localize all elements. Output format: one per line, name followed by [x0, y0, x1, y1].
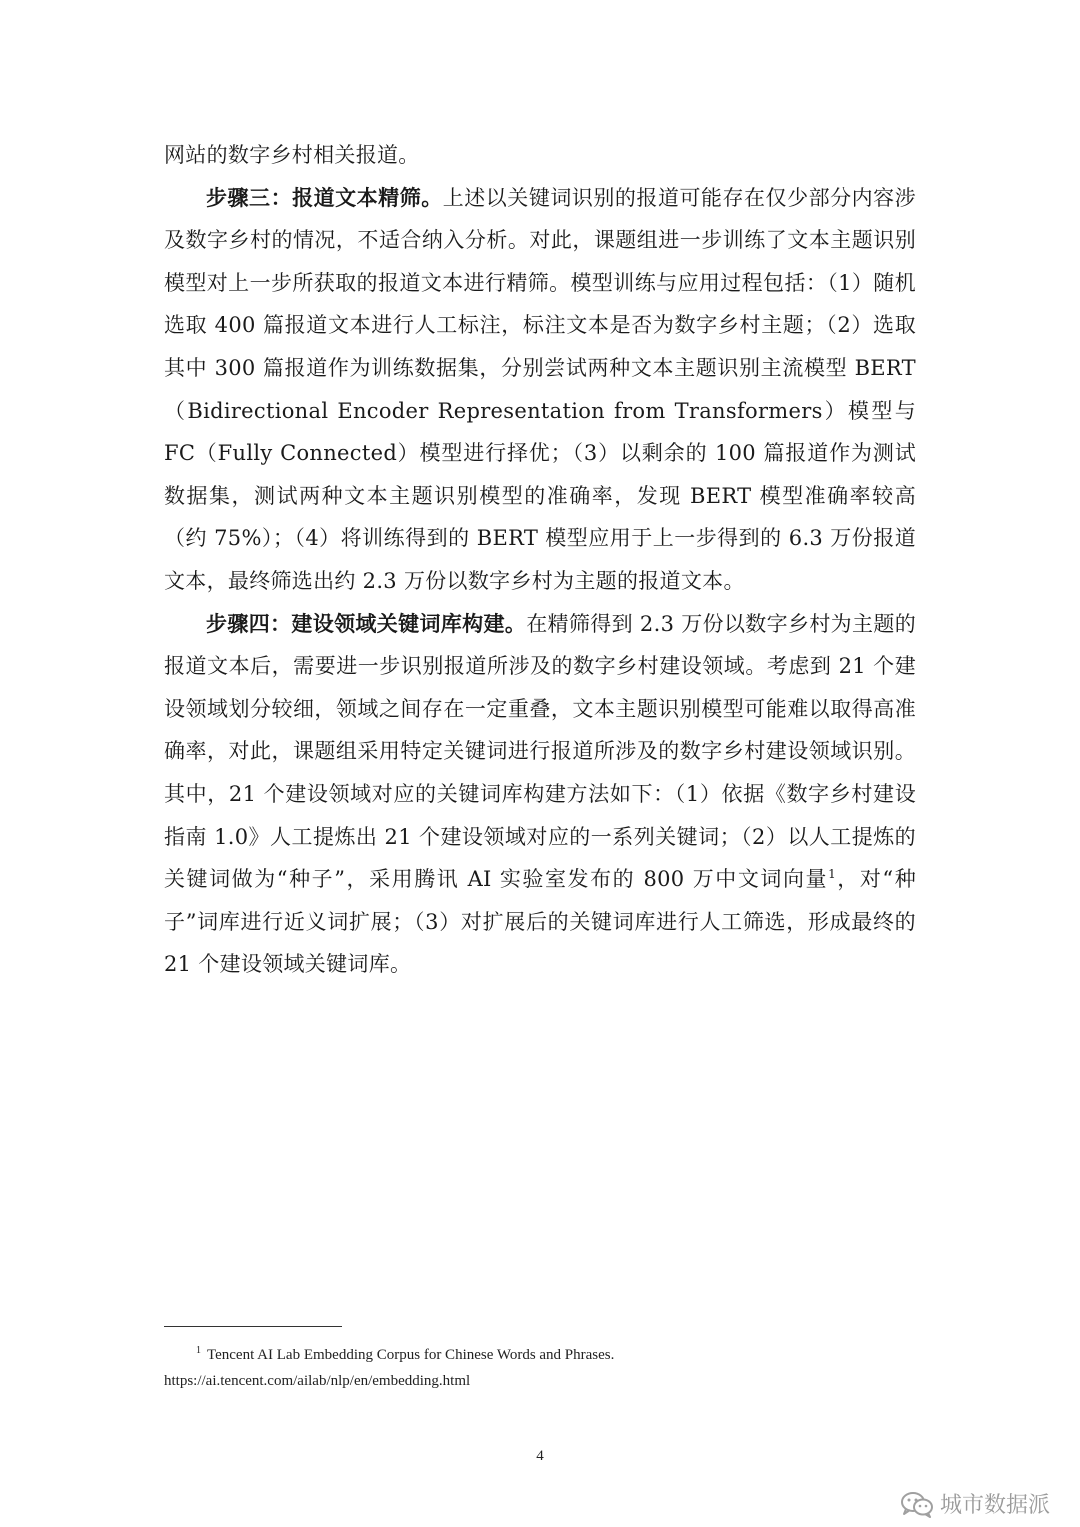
wechat-icon [900, 1490, 934, 1518]
step-three-text: 上述以关键词识别的报道可能存在仅少部分内容涉及数字乡村的情况，不适合纳入分析。对此，课题组进一步训练了文本主题识别模型对上一步所获取的报道文本进行精筛。模型训练与应用过程包括：（1）随机选取 400 篇报道文本进行人工标注，标注文本是否为数字乡村主题；（2）选取其中 300 篇报道作为训练数据集，分别尝试两种文本主题识别主流模型 BERT（Bidirectional Encoder Representation from Transformers）模型与 FC（Fully Connected）模型进行择优；（3）以剩余的 100 篇报道作为测试数据集，测试两种文本主题识别模型的准确率，发现 BERT 模型准确率较高（约 75%）；（4）将训练得到的 BERT 模型应用于上一步得到的 6.3 万份报道文本，最终筛选出约 2.3 万份以数字乡村为主题的报道文本。 [164, 185, 916, 593]
watermark-text: 城市数据派 [939, 1493, 1050, 1518]
paragraph-continuation [164, 134, 916, 177]
step-four-text-b: ，对“种子”词库进行近义词扩展；（3）对扩展后的关键词库进行人工筛选，形成最终的 21 个建设领域关键词库。 [164, 867, 916, 977]
paragraph-step-four [164, 603, 916, 986]
paragraph-step-three [164, 177, 916, 603]
footnote-line-1 [164, 1338, 924, 1368]
body-text [164, 134, 916, 986]
step-three-heading: 步骤三：报道文本精筛。 [206, 184, 443, 210]
step-four-heading: 步骤四：建设领域关键词库构建。 [206, 610, 527, 636]
footnote-url[interactable]: https://ai.tencent.com/ailab/nlp/en/embedding.html [164, 1373, 471, 1389]
footnote [164, 1338, 924, 1394]
paragraph-text: 网站的数字乡村相关报道。 [164, 143, 420, 167]
page-number: 4 [536, 1448, 544, 1464]
footnote-reference[interactable]: 1 [828, 867, 837, 882]
footnote-text: Tencent AI Lab Embedding Corpus for Chinese Words and Phrases. [207, 1347, 615, 1363]
footnote-number: 1 [196, 1345, 201, 1356]
watermark [900, 1488, 1050, 1519]
footnote-divider [164, 1326, 342, 1327]
step-four-text-a: 在精筛得到 2.3 万份以数字乡村为主题的报道文本后，需要进一步识别报道所涉及的数字乡村建设领域。考虑到 21 个建设领域划分较细，领域之间存在一定重叠，文本主题识别模型可能难以取得高准确率，对此，课题组采用特定关键词进行报道所涉及的数字乡村建设领域识别。其中，21 个建设领域对应的关键词库构建方法如下：（1）依据《数字乡村建设指南 1.0》人工提炼出 21 个建设领域对应的一系列关键词；（2）以人工提炼的关键词做为“种子”，采用腾讯 AI 实验室发布的 800 万中文词向量 [164, 611, 917, 892]
